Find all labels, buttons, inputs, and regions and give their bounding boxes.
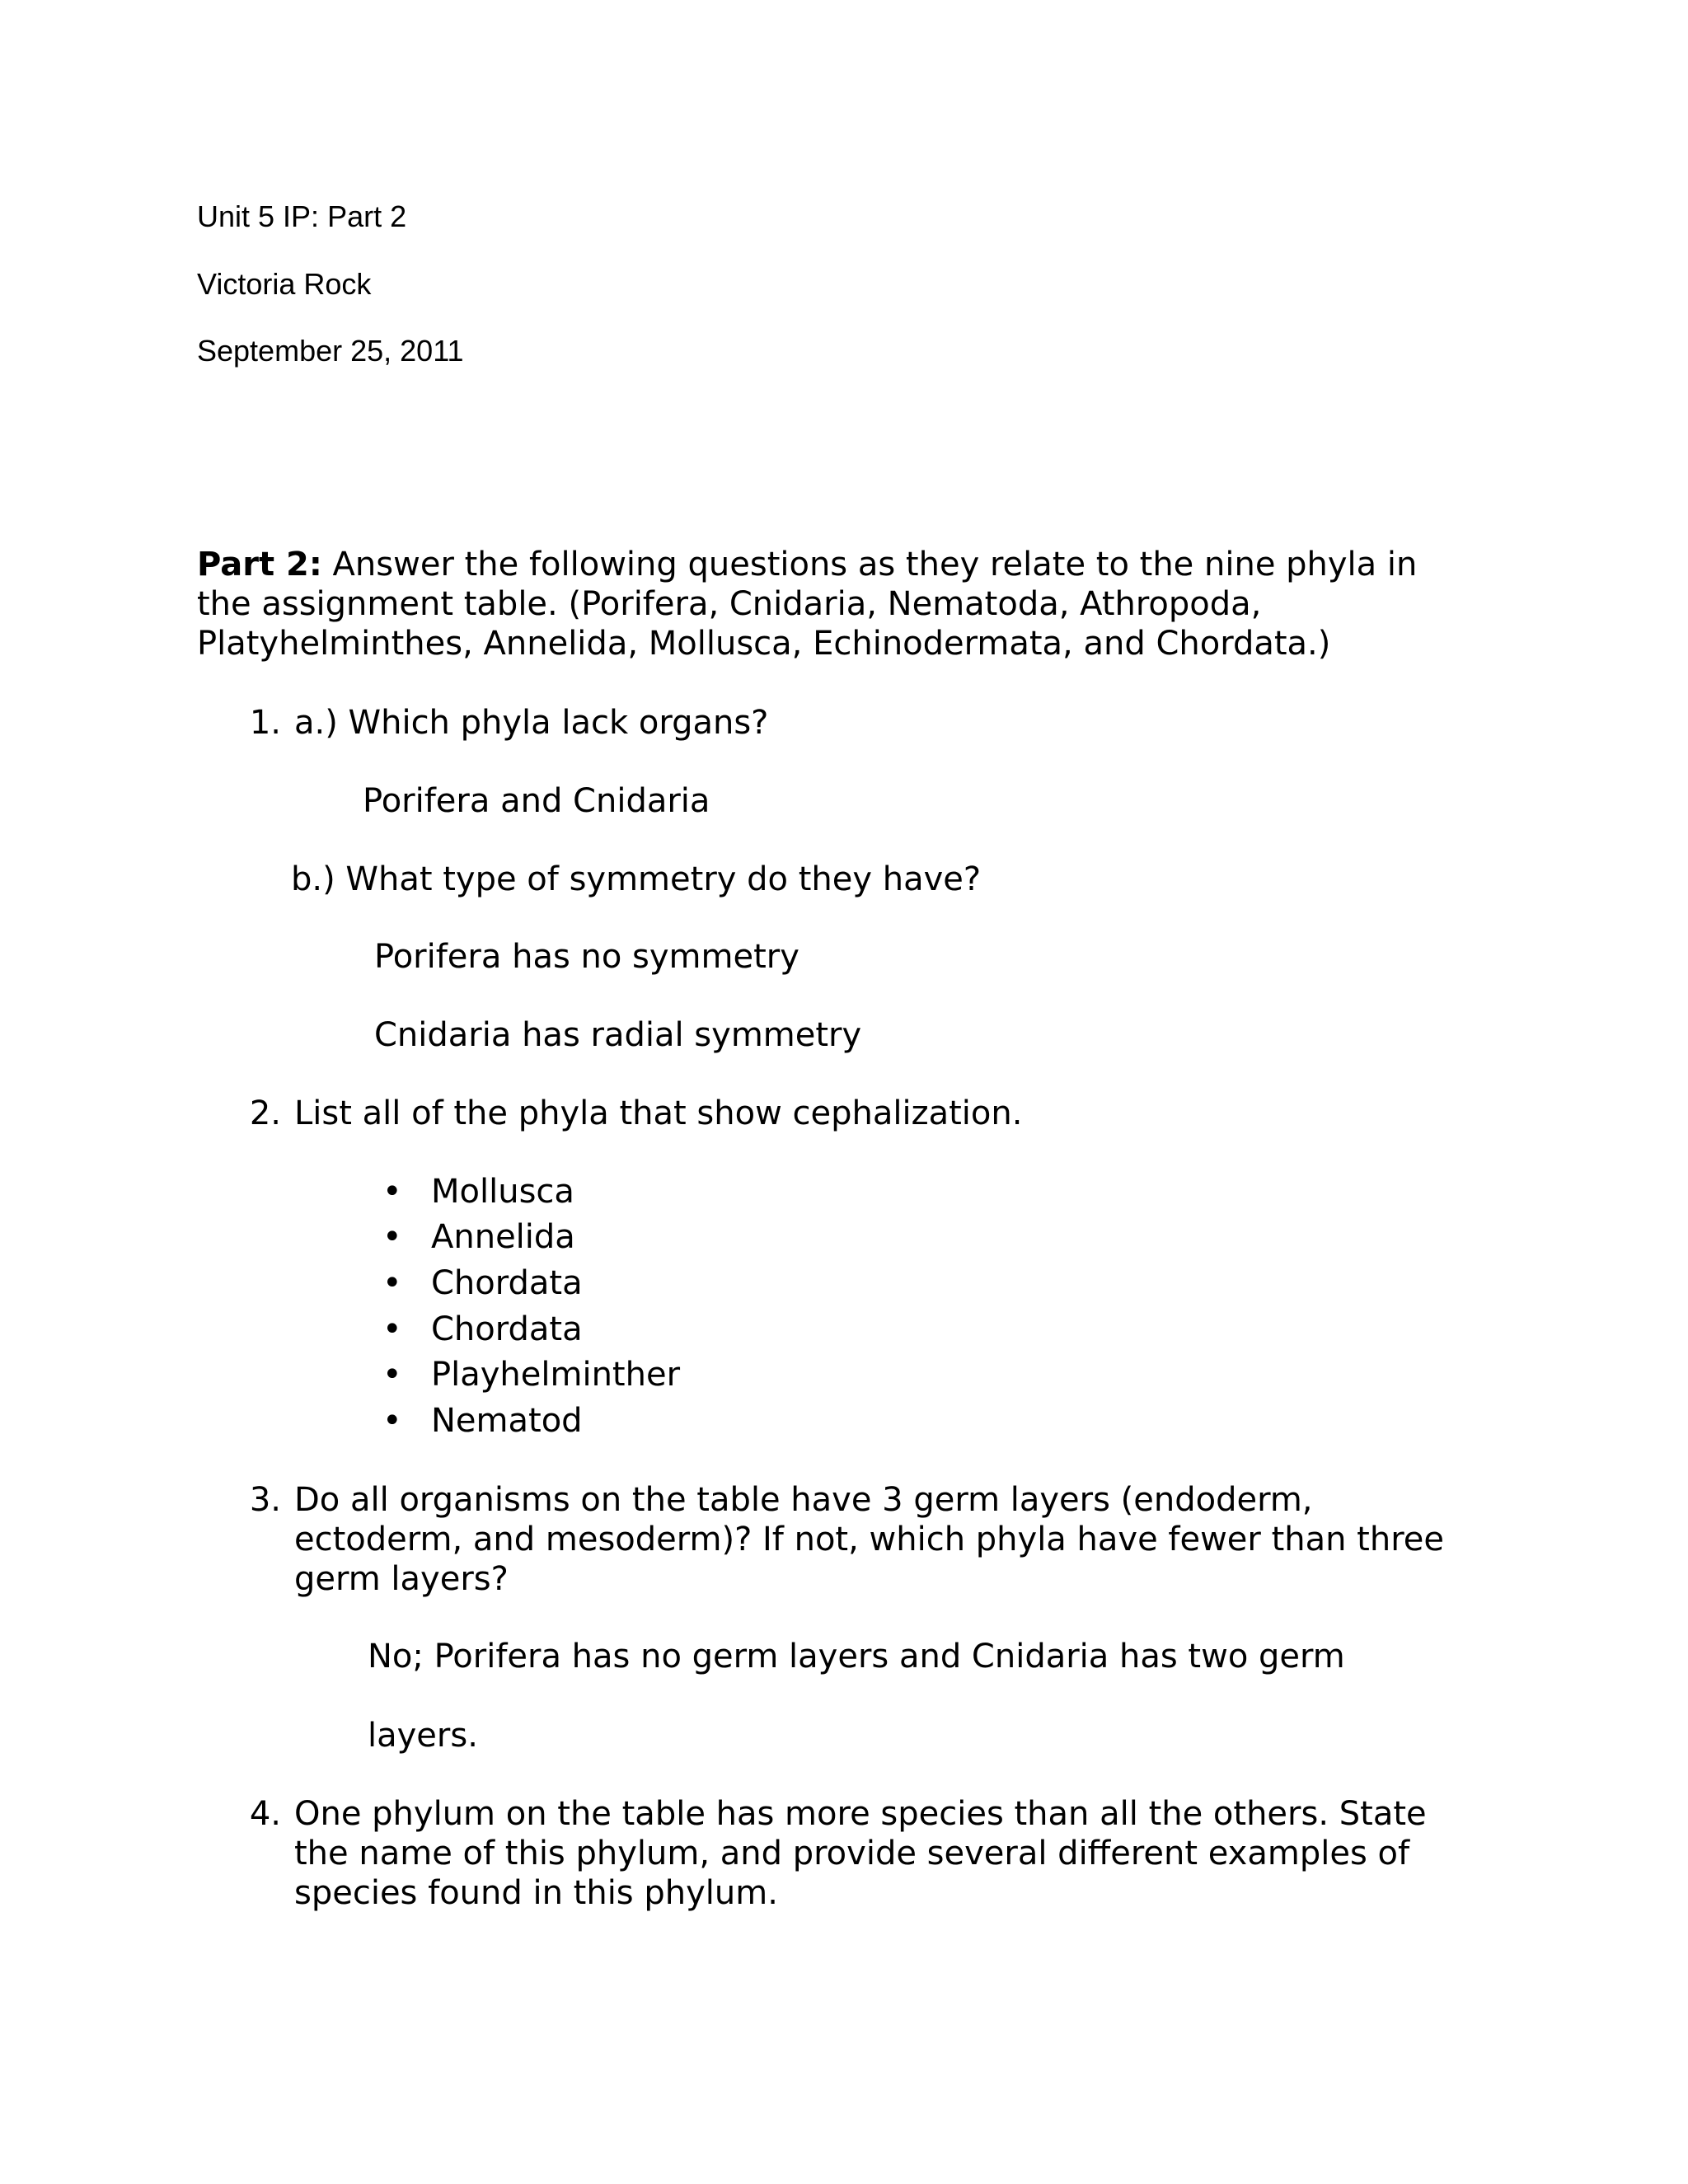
question-2-number: 2.: [249, 1094, 281, 1132]
question-2: List all of the phyla that show cephalization.: [294, 1094, 1023, 1132]
bullet-icon: •: [382, 1356, 402, 1394]
question-4-line-3: species found in this phylum.: [294, 1874, 778, 1912]
intro-text-1: Answer the following questions as they relate to the nine phyla in: [321, 546, 1418, 583]
author-name: Victoria Rock: [197, 267, 372, 301]
question-3-number: 3.: [249, 1481, 281, 1519]
intro-line-1: [197, 545, 1417, 584]
list-item: Chordata: [431, 1264, 583, 1302]
question-3-line-2: ectoderm, and mesoderm)? If not, which phyla have fewer than three: [294, 1521, 1444, 1558]
question-1b: b.) What type of symmetry do they have?: [291, 860, 982, 898]
list-item: Mollusca: [431, 1173, 574, 1211]
answer-1a: Porifera and Cnidaria: [363, 782, 710, 820]
question-1a: a.) Which phyla lack organs?: [294, 704, 769, 742]
document-title: Unit 5 IP: Part 2: [197, 199, 407, 233]
intro-line-2: the assignment table. (Porifera, Cnidaria, Nematoda, Athropoda,: [197, 585, 1262, 623]
list-item: Nematod: [431, 1402, 583, 1440]
list-item: Chordata: [431, 1310, 583, 1348]
bullet-icon: •: [382, 1264, 402, 1302]
part-label: Part 2:: [197, 546, 322, 583]
question-4-line-2: the name of this phylum, and provide several different examples of: [294, 1835, 1410, 1872]
question-1-number: 1.: [249, 704, 281, 742]
question-3-line-3: germ layers?: [294, 1560, 509, 1598]
bullet-icon: •: [382, 1402, 402, 1440]
intro-line-3: Platyhelminthes, Annelida, Mollusca, Echinodermata, and Chordata.): [197, 625, 1331, 663]
answer-1b-line-1: Porifera has no symmetry: [374, 938, 799, 976]
answer-3-line-1: No; Porifera has no germ layers and Cnidaria has two germ: [368, 1638, 1345, 1675]
list-item: Playhelminther: [431, 1356, 681, 1394]
bullet-icon: •: [382, 1310, 402, 1348]
document-date: September 25, 2011: [197, 334, 464, 368]
list-item: Annelida: [431, 1218, 575, 1256]
answer-1b-line-2: Cnidaria has radial symmetry: [374, 1016, 862, 1054]
answer-3-line-2: layers.: [368, 1717, 478, 1755]
question-4-line-1: One phylum on the table has more species than all the others. State: [294, 1795, 1427, 1833]
question-3-line-1: Do all organisms on the table have 3 germ layers (endoderm,: [294, 1481, 1313, 1519]
bullet-icon: •: [382, 1173, 402, 1211]
question-4-number: 4.: [249, 1795, 281, 1833]
bullet-icon: •: [382, 1218, 402, 1256]
